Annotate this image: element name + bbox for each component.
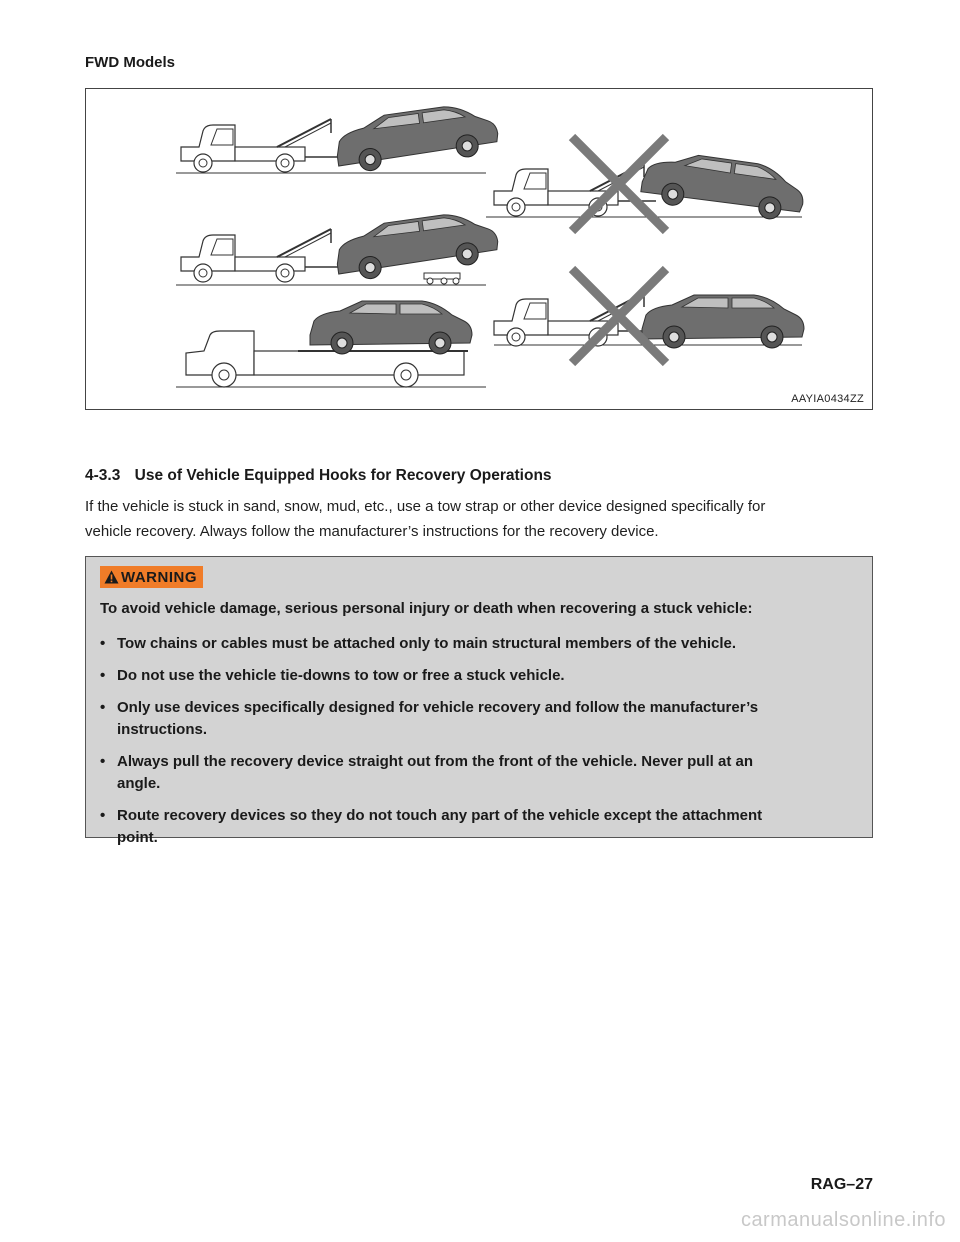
warning-triangle-icon — [104, 570, 119, 584]
list-item-line: Do not use the vehicle tie-downs to tow or free a stuck vehicle. — [117, 667, 565, 684]
list-item — [100, 805, 860, 849]
list-item-line: point. — [117, 829, 158, 846]
list-item — [100, 751, 860, 795]
warning-box — [85, 556, 873, 846]
bullet: • — [100, 699, 106, 716]
section-label: FWD Models — [85, 54, 175, 71]
warning-list — [100, 633, 860, 859]
warning-label: WARNING — [121, 568, 197, 586]
list-item-line: Always pull the recovery device straight out from the front of the vehicle. Never pull at an — [117, 753, 753, 770]
list-item — [100, 633, 860, 655]
list-item-line: instructions. — [117, 721, 208, 738]
list-item-line: Tow chains or cables must be attached only to main structural members of the vehicle. — [117, 635, 737, 652]
watermark: carmanualsonline.info — [740, 1209, 946, 1231]
bullet: • — [100, 635, 106, 652]
list-item-line: Only use devices specifically designed for vehicle recovery and follow the manufacturer’s — [117, 699, 759, 716]
figure-code: AAYIA0434ZZ — [791, 393, 864, 405]
bullet: • — [100, 807, 106, 824]
body-line: If the vehicle is stuck in sand, snow, mud, etc., use a tow strap or other device designed specifically for — [85, 498, 766, 515]
warning-intro: To avoid vehicle damage, serious personal injury or death when recovering a stuck vehicle: — [100, 600, 753, 617]
list-item — [100, 665, 860, 687]
bullet: • — [100, 753, 106, 770]
body-line: vehicle recovery. Always follow the manufacturer’s instructions for the recovery device. — [85, 523, 659, 540]
body-paragraph — [85, 494, 865, 544]
list-item-line: angle. — [117, 775, 161, 792]
heading-number: 4-3.3 — [85, 467, 121, 484]
bullet: • — [100, 667, 106, 684]
warning-badge — [100, 566, 203, 588]
section-heading — [85, 467, 552, 485]
towing-diagram-icon — [86, 89, 874, 411]
towing-illustration — [85, 88, 873, 410]
heading-title: Use of Vehicle Equipped Hooks for Recovery Operations — [134, 467, 552, 484]
list-item — [100, 697, 860, 741]
list-item-line: Route recovery devices so they do not touch any part of the vehicle except the attachment — [117, 807, 763, 824]
page-number: RAG–27 — [810, 1176, 873, 1193]
